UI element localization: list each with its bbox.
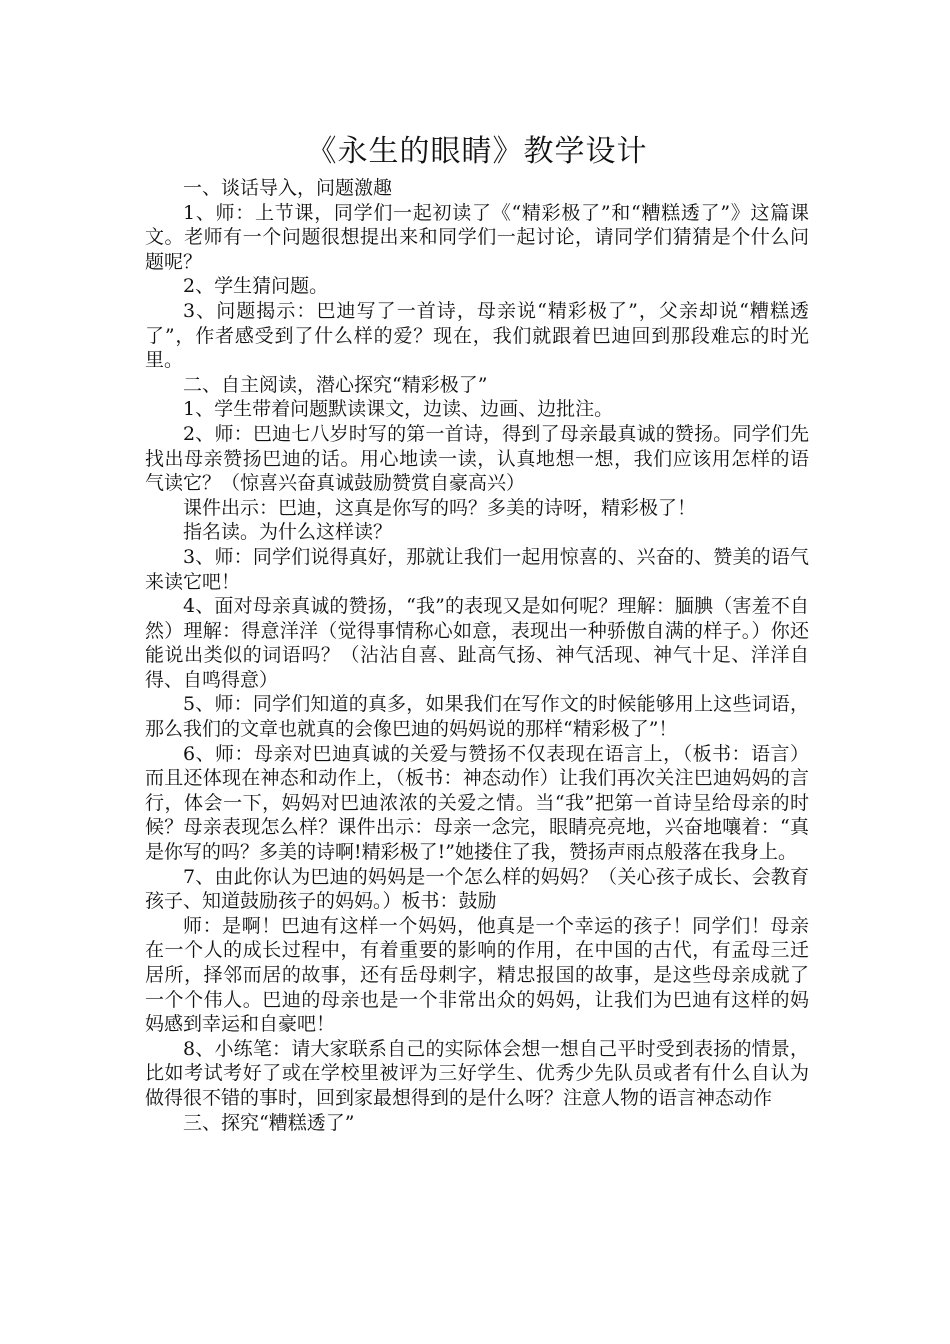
paragraph: 2、师：巴迪七八岁时写的第一首诗，得到了母亲最真诚的赞扬。同学们先找出母亲赞扬巴迪的话。用心地读一读，认真地想一想，我们应该用怎样的语气读它？（惊喜兴奋真诚鼓励赞赏自豪高兴） [145, 422, 809, 495]
paragraph: 8、小练笔：请大家联系自己的实际体会想一想自己平时受到表扬的情景，比如考试考好了或在学校里被评为三好学生、优秀少先队员或者有什么自认为做得很不错的事时，回到家最想得到的是什么呀？注意人物的语言神态动作 [145, 1037, 809, 1109]
section-heading-reading: 二、自主阅读，潜心探究“精彩极了” [183, 373, 488, 396]
section-heading-explore: 三、探究“糟糕透了” [183, 1111, 355, 1134]
paragraph: 课件出示：巴迪，这真是你写的吗？多美的诗呀，精彩极了！ [183, 496, 697, 519]
paragraph: 7、由此你认为巴迪的妈妈是一个怎么样的妈妈？（关心孩子成长、会教育孩子、知道鼓励孩子的妈妈。）板书：鼓励 [145, 865, 809, 913]
paragraph: 4、面对母亲真诚的赞扬，“我”的表现又是如何呢？理解：腼腆（害羞不自然）理解：得意洋洋（觉得事情称心如意，表现出一种骄傲自满的样子。）你还能说出类似的词语吗？（沾沾自喜、趾高气扬、神气活现、神气十足、洋洋自得、自鸣得意） [145, 595, 809, 691]
paragraph: 3、师：同学们说得真好，那就让我们一起用惊喜的、兴奋的、赞美的语气来读它吧！ [145, 545, 809, 593]
paragraph: 1、学生带着问题默读课文，边读、边画、边批注。 [183, 398, 614, 421]
paragraph: 2、学生猜问题。 [183, 275, 329, 298]
paragraph: 指名读。为什么这样读？ [183, 521, 393, 544]
document-title: 《永生的眼睛》教学设计 [306, 134, 648, 169]
paragraph: 1、师：上节课，同学们一起初读了《“精彩极了”和“糟糕透了”》这篇课文。老师有一个问题很想提出来和同学们一起讨论，请同学们猜猜是个什么问题呢？ [145, 201, 809, 273]
paragraph: 6、师：母亲对巴迪真诚的关爱与赞扬不仅表现在语言上，（板书：语言）而且还体现在神态和动作上，（板书：神态动作）让我们再次关注巴迪妈妈的言行，体会一下，妈妈对巴迪浓浓的关爱之情。当“我”把第一首诗呈给母亲的时候？母亲表现怎么样？课件出示：母亲一念完，眼睛亮亮地，兴奋地嚷着：“真是你写的吗？多美的诗啊!精彩极了!”她搂住了我，赞扬声雨点般落在我身上。 [145, 742, 809, 864]
paragraph: 师：是啊！巴迪有这样一个妈妈，他真是一个幸运的孩子！同学们！母亲在一个人的成长过程中，有着重要的影响的作用，在中国的古代，有孟母三迁居所，择邻而居的故事，还有岳母刺字，精忠报国的故事，是这些母亲成就了一个个伟人。巴迪的母亲也是一个非常出众的妈妈，让我们为巴迪有这样的妈妈感到幸运和自豪吧！ [145, 914, 809, 1036]
section-heading-intro: 一、谈话导入，问题激趣 [183, 177, 393, 199]
paragraph: 3、问题揭示：巴迪写了一首诗，母亲说“精彩极了”，父亲却说“糟糕透了”，作者感受到了什么样的爱？现在，我们就跟着巴迪回到那段难忘的时光里。 [145, 299, 809, 372]
document-body [145, 130, 809, 1135]
paragraph: 5、师：同学们知道的真多，如果我们在写作文的时候能够用上这些词语，那么我们的文章也就真的会像巴迪的妈妈说的那样“精彩极了”！ [145, 693, 809, 741]
